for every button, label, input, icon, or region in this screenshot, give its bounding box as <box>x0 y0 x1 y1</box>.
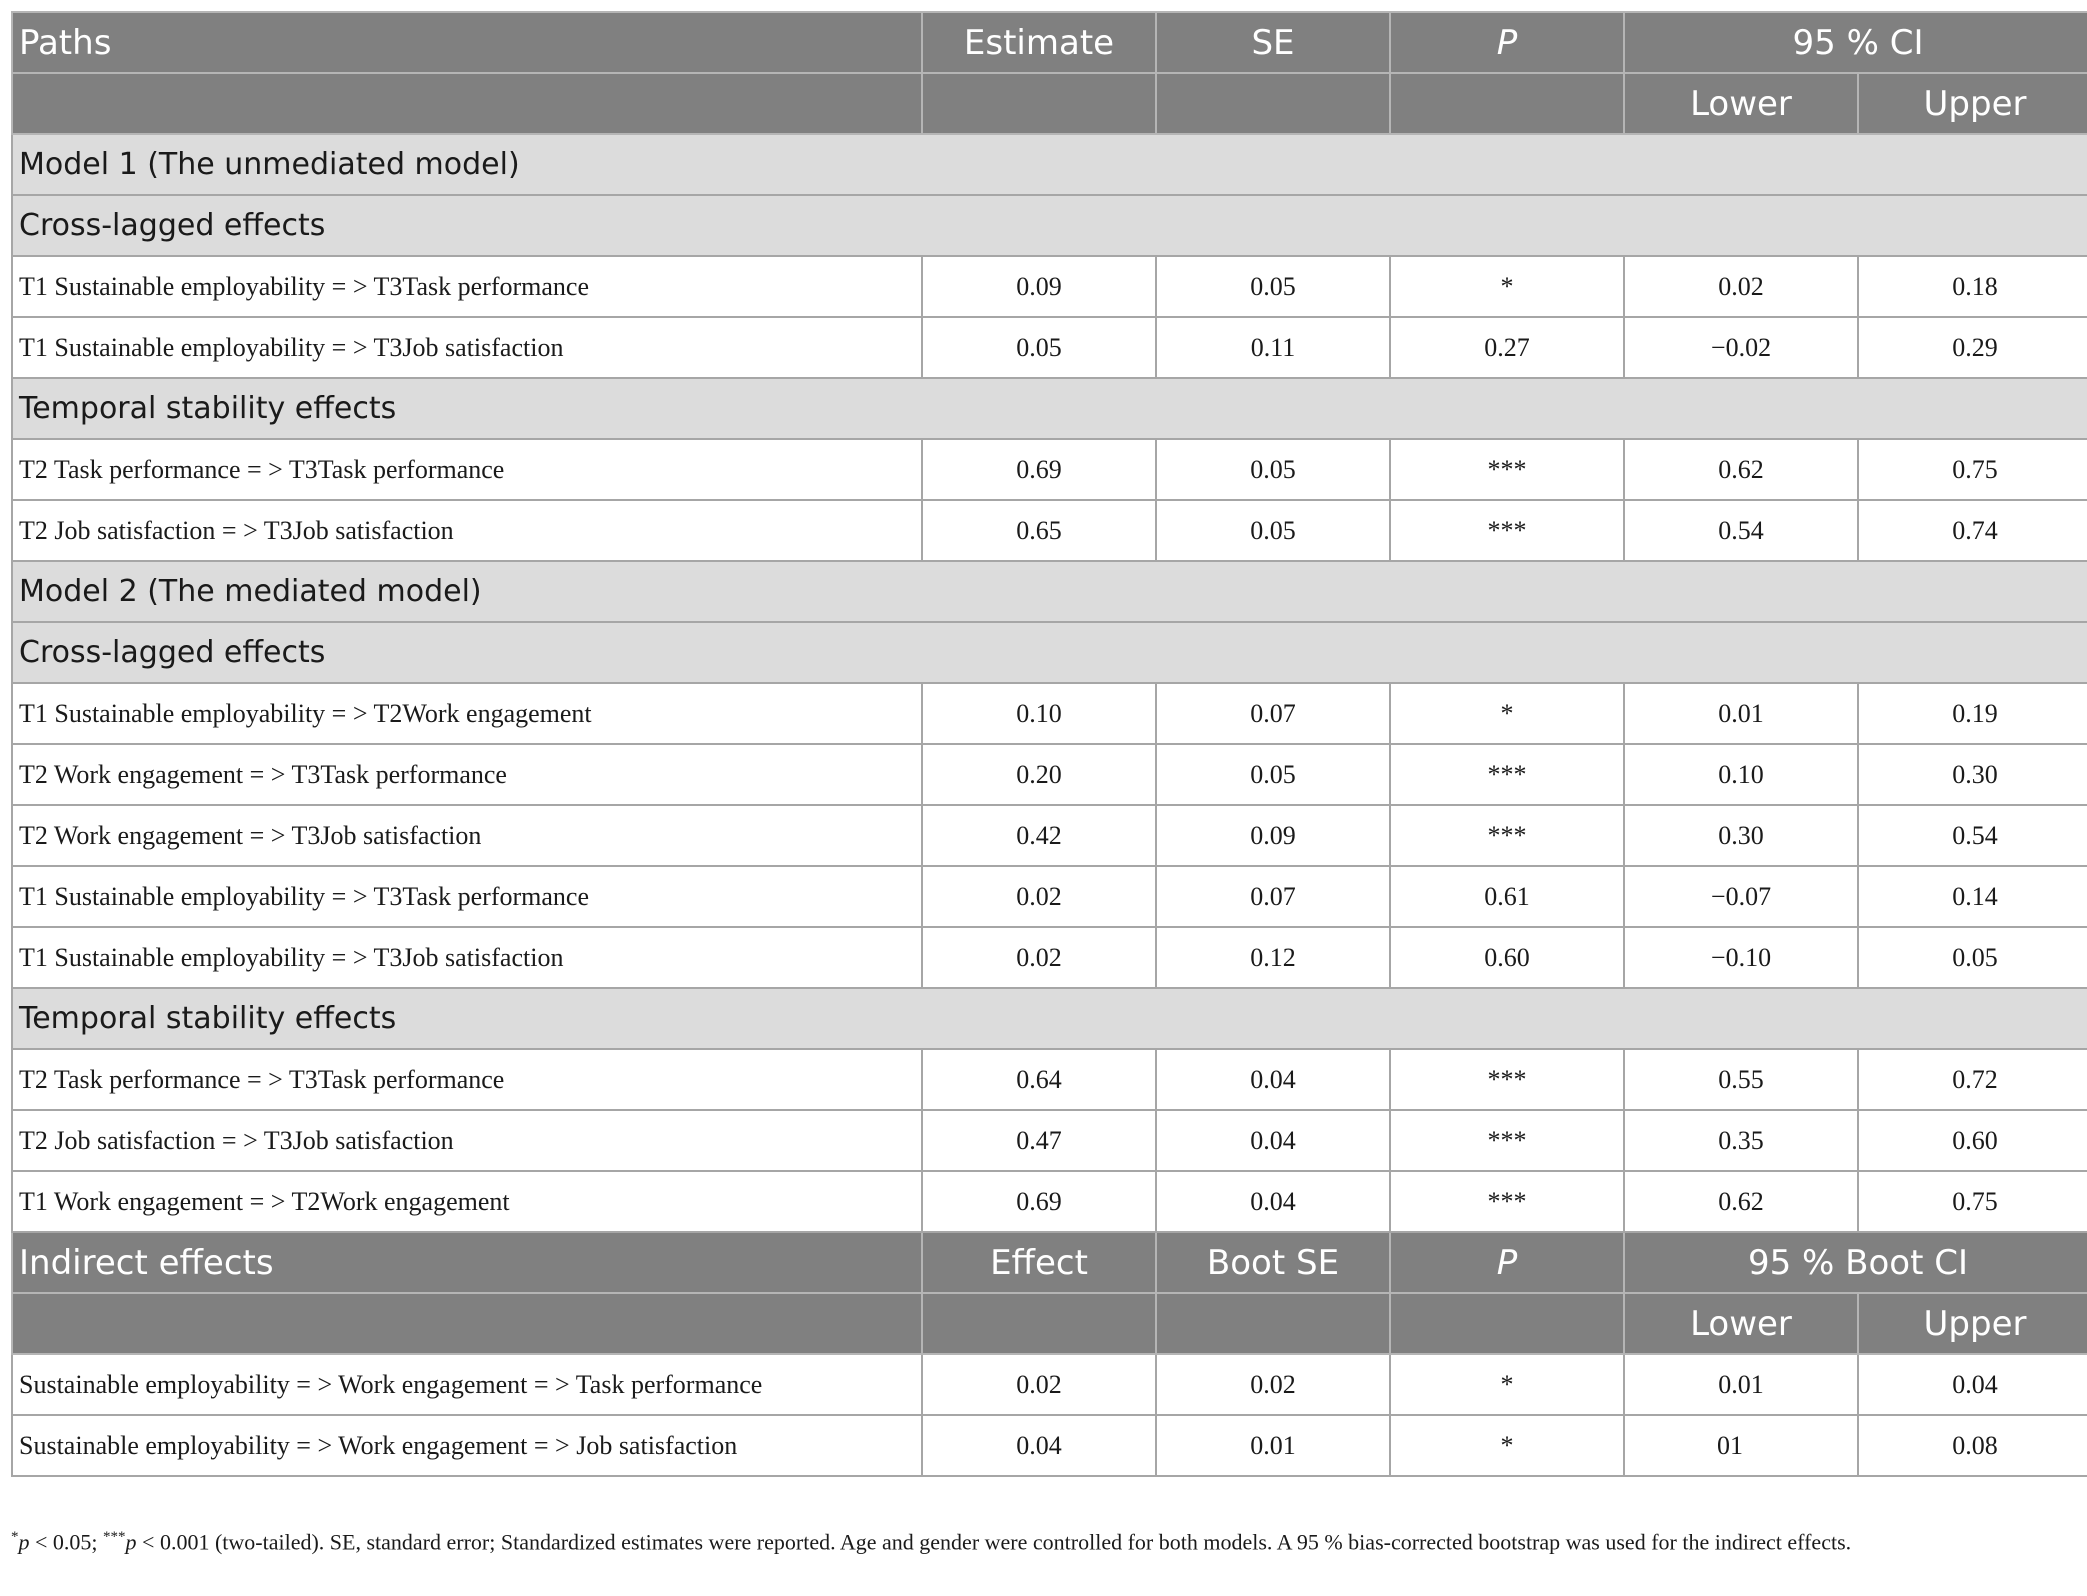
upper-cell: 0.14 <box>1858 866 2087 927</box>
upper-cell: 0.04 <box>1858 1354 2087 1415</box>
indirect-lower-header: Lower <box>1624 1293 1858 1354</box>
p-cell: 0.27 <box>1390 317 1624 378</box>
results-table <box>11 11 2087 1477</box>
results-table-container <box>11 11 2076 1477</box>
path-cell: T2 Work engagement = > T3Job satisfaction <box>12 805 922 866</box>
estimate-cell: 0.47 <box>922 1110 1156 1171</box>
p-cell: *** <box>1390 439 1624 500</box>
estimate-cell: 0.20 <box>922 744 1156 805</box>
p-cell: *** <box>1390 500 1624 561</box>
path-cell: T1 Sustainable employability = > T3Job satisfaction <box>12 927 922 988</box>
estimate-cell: 0.02 <box>922 1354 1156 1415</box>
table-footnote <box>11 1520 2076 1559</box>
upper-cell: 0.60 <box>1858 1110 2087 1171</box>
estimate-cell: 0.04 <box>922 1415 1156 1476</box>
p-cell: * <box>1390 256 1624 317</box>
section-row <box>12 561 2087 622</box>
path-cell: T1 Sustainable employability = > T3Task performance <box>12 866 922 927</box>
indirect-p-header: P <box>1390 1232 1624 1293</box>
upper-cell: 0.54 <box>1858 805 2087 866</box>
header-row <box>12 12 2087 73</box>
table-row <box>12 1049 2087 1110</box>
section-row <box>12 622 2087 683</box>
lower-cell: 0.55 <box>1624 1049 1858 1110</box>
indirect-boot-se-header: Boot SE <box>1156 1232 1390 1293</box>
upper-cell: 0.75 <box>1858 439 2087 500</box>
section-cross-lagged: Cross-lagged effects <box>12 195 2087 256</box>
indirect-subheader-row <box>12 1293 2087 1354</box>
footnote-star: *** <box>103 1529 126 1545</box>
subheader-empty <box>12 1293 922 1354</box>
p-cell: *** <box>1390 1171 1624 1232</box>
footnote-star: * <box>11 1529 19 1545</box>
header-upper: Upper <box>1858 73 2087 134</box>
indirect-ci-header: 95 % Boot CI <box>1624 1232 2087 1293</box>
p-cell: * <box>1390 1415 1624 1476</box>
table-row <box>12 317 2087 378</box>
se-cell: 0.05 <box>1156 439 1390 500</box>
se-cell: 0.05 <box>1156 256 1390 317</box>
footnote-text: < 0.05; <box>29 1529 104 1555</box>
subheader-empty <box>1156 1293 1390 1354</box>
subheader-empty <box>922 1293 1156 1354</box>
indirect-header-row <box>12 1232 2087 1293</box>
estimate-cell: 0.69 <box>922 1171 1156 1232</box>
path-cell: T2 Task performance = > T3Task performance <box>12 439 922 500</box>
estimate-cell: 0.02 <box>922 866 1156 927</box>
subheader-empty <box>1390 1293 1624 1354</box>
path-cell: T1 Work engagement = > T2Work engagement <box>12 1171 922 1232</box>
section-temporal: Temporal stability effects <box>12 988 2087 1049</box>
lower-cell: 0.30 <box>1624 805 1858 866</box>
lower-cell: 0.62 <box>1624 439 1858 500</box>
header-lower: Lower <box>1624 73 1858 134</box>
subheader-empty <box>1156 73 1390 134</box>
lower-cell: 0.10 <box>1624 744 1858 805</box>
subheader-row <box>12 73 2087 134</box>
table-row <box>12 1171 2087 1232</box>
p-cell: *** <box>1390 744 1624 805</box>
section-cross-lagged: Cross-lagged effects <box>12 622 2087 683</box>
subheader-empty <box>922 73 1156 134</box>
se-cell: 0.04 <box>1156 1110 1390 1171</box>
p-cell: * <box>1390 683 1624 744</box>
estimate-cell: 0.65 <box>922 500 1156 561</box>
header-paths: Paths <box>12 12 922 73</box>
lower-cell: −0.10 <box>1624 927 1858 988</box>
estimate-cell: 0.64 <box>922 1049 1156 1110</box>
table-row <box>12 1110 2087 1171</box>
table-row <box>12 1415 2087 1476</box>
section-row <box>12 195 2087 256</box>
p-cell: * <box>1390 1354 1624 1415</box>
table-row <box>12 805 2087 866</box>
table-row <box>12 1354 2087 1415</box>
header-ci: 95 % CI <box>1624 12 2087 73</box>
se-cell: 0.05 <box>1156 744 1390 805</box>
p-cell: 0.60 <box>1390 927 1624 988</box>
lower-cell: 0.35 <box>1624 1110 1858 1171</box>
footnote-p: p <box>18 1529 30 1555</box>
upper-cell: 0.19 <box>1858 683 2087 744</box>
footnote-text: < 0.001 (two-tailed). SE, standard error; Standardized estimates were reported. Age and gender were controlled for both models. A 95 % bias-corrected bootstrap was used for the indirect effects. <box>136 1529 1852 1555</box>
header-estimate: Estimate <box>922 12 1156 73</box>
se-cell: 0.07 <box>1156 683 1390 744</box>
header-p: P <box>1390 12 1624 73</box>
estimate-cell: 0.42 <box>922 805 1156 866</box>
lower-cell: 0.62 <box>1624 1171 1858 1232</box>
p-cell: *** <box>1390 1110 1624 1171</box>
se-cell: 0.04 <box>1156 1049 1390 1110</box>
upper-cell: 0.18 <box>1858 256 2087 317</box>
section-model2: Model 2 (The mediated model) <box>12 561 2087 622</box>
path-cell: T1 Sustainable employability = > T3Task performance <box>12 256 922 317</box>
estimate-cell: 0.09 <box>922 256 1156 317</box>
upper-cell: 0.74 <box>1858 500 2087 561</box>
table-row <box>12 927 2087 988</box>
se-cell: 0.07 <box>1156 866 1390 927</box>
estimate-cell: 0.02 <box>922 927 1156 988</box>
table-row <box>12 744 2087 805</box>
se-cell: 0.12 <box>1156 927 1390 988</box>
path-cell: T1 Sustainable employability = > T3Job satisfaction <box>12 317 922 378</box>
se-cell: 0.05 <box>1156 500 1390 561</box>
path-cell: T2 Job satisfaction = > T3Job satisfaction <box>12 1110 922 1171</box>
se-cell: 0.04 <box>1156 1171 1390 1232</box>
upper-cell: 0.30 <box>1858 744 2087 805</box>
footnote-p: p <box>125 1529 137 1555</box>
lower-cell: 0.01 <box>1624 1354 1858 1415</box>
indirect-effect-header: Effect <box>922 1232 1156 1293</box>
upper-cell: 0.29 <box>1858 317 2087 378</box>
p-cell: 0.61 <box>1390 866 1624 927</box>
estimate-cell: 0.10 <box>922 683 1156 744</box>
path-cell: T2 Job satisfaction = > T3Job satisfaction <box>12 500 922 561</box>
path-cell: T2 Work engagement = > T3Task performance <box>12 744 922 805</box>
se-cell: 0.11 <box>1156 317 1390 378</box>
path-cell: T1 Sustainable employability = > T2Work engagement <box>12 683 922 744</box>
subheader-empty <box>12 73 922 134</box>
se-cell: 0.09 <box>1156 805 1390 866</box>
table-row <box>12 256 2087 317</box>
se-cell: 0.02 <box>1156 1354 1390 1415</box>
section-temporal: Temporal stability effects <box>12 378 2087 439</box>
upper-cell: 0.08 <box>1858 1415 2087 1476</box>
lower-cell: 01 <box>1624 1415 1858 1476</box>
p-cell: *** <box>1390 1049 1624 1110</box>
indirect-title: Indirect effects <box>12 1232 922 1293</box>
lower-cell: 0.54 <box>1624 500 1858 561</box>
estimate-cell: 0.05 <box>922 317 1156 378</box>
lower-cell: 0.01 <box>1624 683 1858 744</box>
indirect-upper-header: Upper <box>1858 1293 2087 1354</box>
path-cell: T2 Task performance = > T3Task performance <box>12 1049 922 1110</box>
upper-cell: 0.75 <box>1858 1171 2087 1232</box>
section-row <box>12 988 2087 1049</box>
section-row <box>12 134 2087 195</box>
table-row <box>12 500 2087 561</box>
lower-cell: 0.02 <box>1624 256 1858 317</box>
table-row <box>12 866 2087 927</box>
header-se: SE <box>1156 12 1390 73</box>
lower-cell: −0.02 <box>1624 317 1858 378</box>
upper-cell: 0.05 <box>1858 927 2087 988</box>
upper-cell: 0.72 <box>1858 1049 2087 1110</box>
section-model1: Model 1 (The unmediated model) <box>12 134 2087 195</box>
lower-cell: −0.07 <box>1624 866 1858 927</box>
se-cell: 0.01 <box>1156 1415 1390 1476</box>
path-cell: Sustainable employability = > Work engagement = > Job satisfaction <box>12 1415 922 1476</box>
section-row <box>12 378 2087 439</box>
p-cell: *** <box>1390 805 1624 866</box>
path-cell: Sustainable employability = > Work engagement = > Task performance <box>12 1354 922 1415</box>
table-row <box>12 683 2087 744</box>
estimate-cell: 0.69 <box>922 439 1156 500</box>
subheader-empty <box>1390 73 1624 134</box>
table-row <box>12 439 2087 500</box>
